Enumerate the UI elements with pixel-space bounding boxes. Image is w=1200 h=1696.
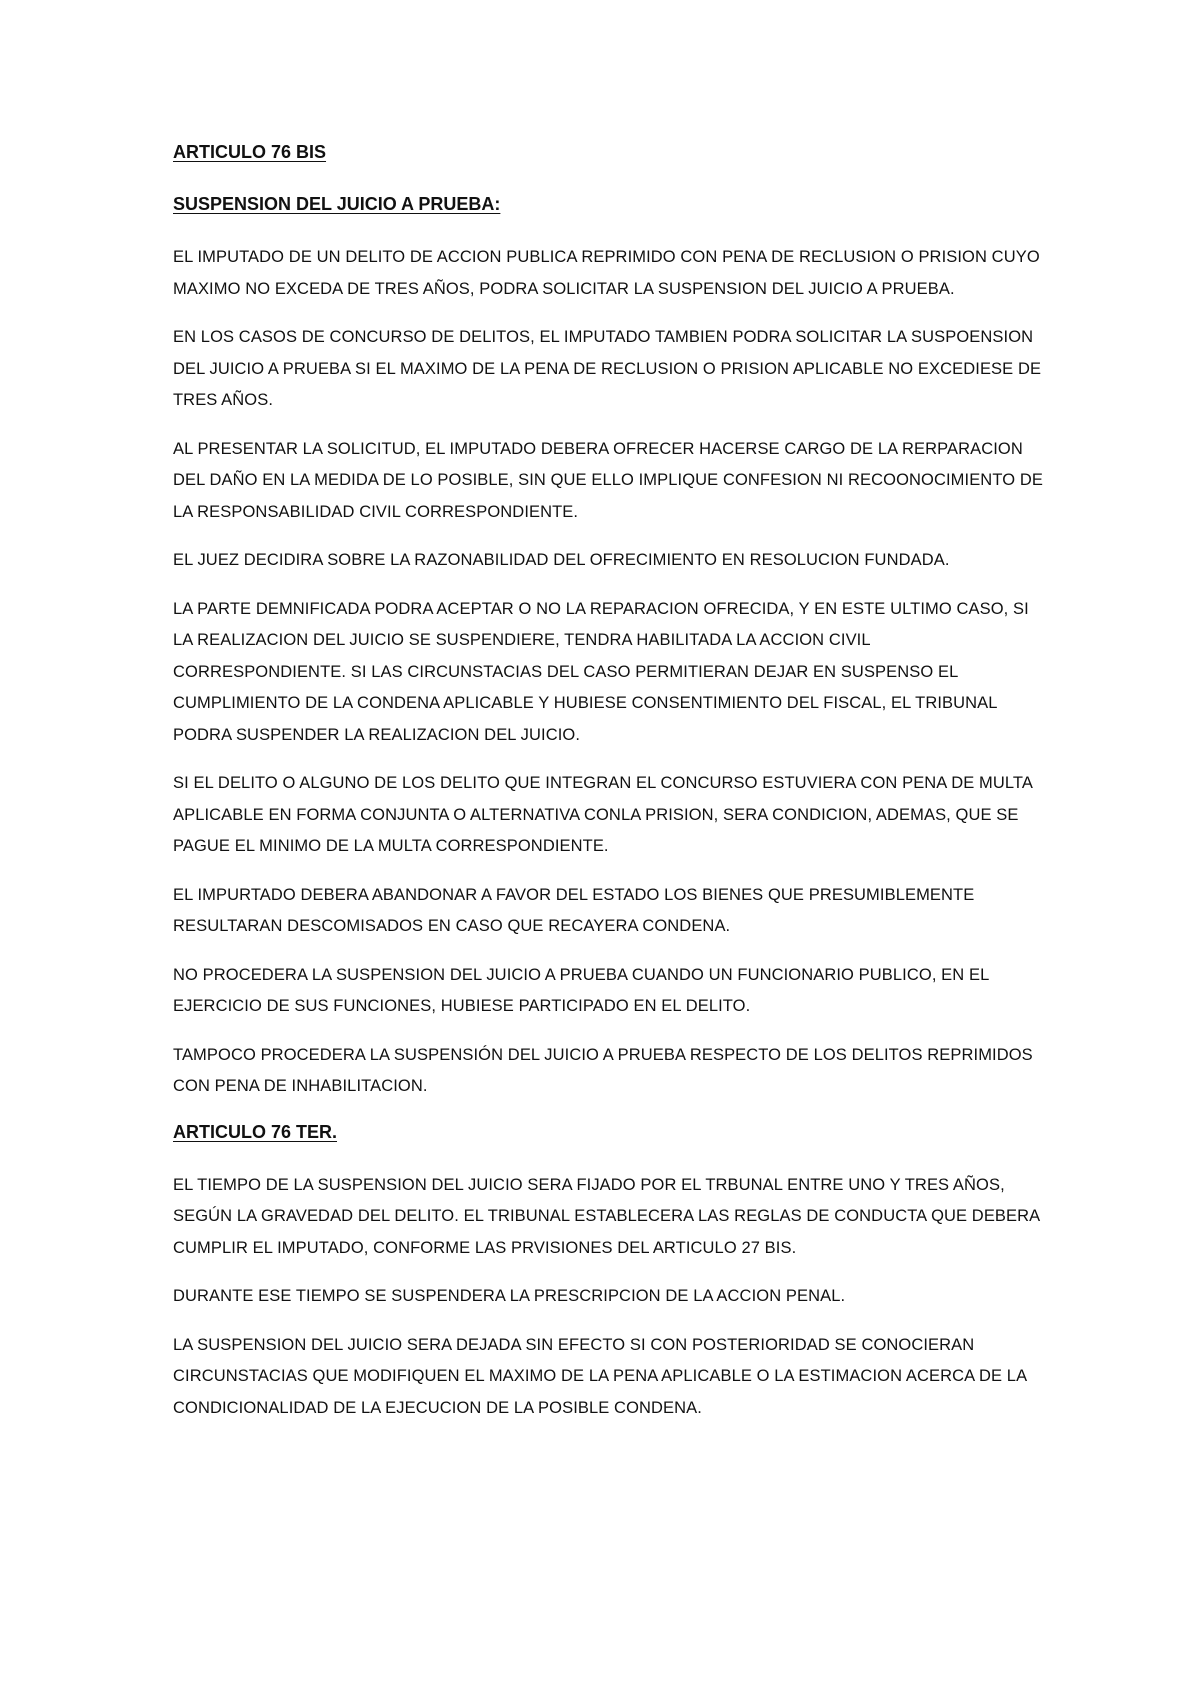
- paragraph-bis-1: EL IMPUTADO DE UN DELITO DE ACCION PUBLICA REPRIMIDO CON PENA DE RECLUSION O PRISION CUYO MAXIMO NO EXCEDA DE TRES AÑOS, PODRA SOLICITAR LA SUSPENSION DEL JUICIO A PRUEBA.: [173, 248, 1040, 298]
- paragraph-bis-5: LA PARTE DEMNIFICADA PODRA ACEPTAR O NO LA REPARACION OFRECIDA, Y EN ESTE ULTIMO CASO, SI LA REALIZACION DEL JUICIO SE SUSPENDIERE, TENDRA HABILITADA LA ACCION CIVIL CORRESPONDIENTE. SI LAS CIRCUNSTACIAS DEL CASO PERMITIERAN DEJAR EN SUSPENSO EL CUMPLIMIENTO DE LA CONDENA APLICABLE Y HUBIESE CONSENTIMIENTO DEL FISCAL, EL TRIBUNAL PODRA SUSPENDER LA REALIZACION DEL JUICIO.: [173, 599, 1029, 744]
- paragraph-ter-2: DURANTE ESE TIEMPO SE SUSPENDERA LA PRESCRIPCION DE LA ACCION PENAL.: [173, 1287, 846, 1305]
- paragraph-ter-3: LA SUSPENSION DEL JUICIO SERA DEJADA SIN EFECTO SI CON POSTERIORIDAD SE CONOCIERAN CIRCUNSTACIAS QUE MODIFIQUEN EL MAXIMO DE LA PENA APLICABLE O LA ESTIMACION ACERCA DE LA CONDICIONALIDAD DE LA EJECUCION DE LA POSIBLE CONDENA.: [173, 1335, 1027, 1417]
- document-body: [173, 140, 1043, 1424]
- paragraph-ter-1: EL TIEMPO DE LA SUSPENSION DEL JUICIO SERA FIJADO POR EL TRBUNAL ENTRE UNO Y TRES AÑOS, SEGÚN LA GRAVEDAD DEL DELITO. EL TRIBUNAL ESTABLECERA LAS REGLAS DE CONDUCTA QUE DEBERA CUMPLIR EL IMPUTADO, CONFORME LAS PRVISIONES DEL ARTICULO 27 BIS.: [173, 1175, 1040, 1257]
- article-76-bis-heading: ARTICULO 76 BIS: [173, 142, 327, 162]
- paragraph-bis-7: EL IMPURTADO DEBERA ABANDONAR A FAVOR DEL ESTADO LOS BIENES QUE PRESUMIBLEMENTE RESULTARAN DESCOMISADOS EN CASO QUE RECAYERA CONDENA.: [173, 885, 975, 935]
- paragraph-bis-8: NO PROCEDERA LA SUSPENSION DEL JUICIO A PRUEBA CUANDO UN FUNCIONARIO PUBLICO, EN EL EJERCICIO DE SUS FUNCIONES, HUBIESE PARTICIPADO EN EL DELITO.: [173, 965, 989, 1015]
- paragraph-bis-6: SI EL DELITO O ALGUNO DE LOS DELITO QUE INTEGRAN EL CONCURSO ESTUVIERA CON PENA DE MULTA APLICABLE EN FORMA CONJUNTA O ALTERNATIVA CONLA PRISION, SERA CONDICION, ADEMAS, QUE SE PAGUE EL MINIMO DE LA MULTA CORRESPONDIENTE.: [173, 774, 1033, 855]
- article-76-ter-heading: ARTICULO 76 TER.: [173, 1121, 338, 1142]
- paragraph-bis-4: EL JUEZ DECIDIRA SOBRE LA RAZONABILIDAD DEL OFRECIMIENTO EN RESOLUCION FUNDADA.: [173, 551, 950, 569]
- paragraph-bis-3: AL PRESENTAR LA SOLICITUD, EL IMPUTADO DEBERA OFRECER HACERSE CARGO DE LA RERPARACION DEL DAÑO EN LA MEDIDA DE LO POSIBLE, SIN QUE ELLO IMPLIQUE CONFESION NI RECOONOCIMIENTO DE LA RESPONSABILIDAD CIVIL CORRESPONDIENTE.: [173, 439, 1043, 521]
- paragraph-bis-9: TAMPOCO PROCEDERA LA SUSPENSIÓN DEL JUICIO A PRUEBA RESPECTO DE LOS DELITOS REPRIMIDOS CON PENA DE INHABILITACION.: [173, 1045, 1033, 1095]
- suspension-heading: SUSPENSION DEL JUICIO A PRUEBA:: [173, 194, 501, 214]
- paragraph-bis-2: EN LOS CASOS DE CONCURSO DE DELITOS, EL IMPUTADO TAMBIEN PODRA SOLICITAR LA SUSPOENSION DEL JUICIO A PRUEBA SI EL MAXIMO DE LA PENA DE RECLUSION O PRISION APLICABLE NO EXCEDIESE DE TRES AÑOS.: [173, 328, 1042, 409]
